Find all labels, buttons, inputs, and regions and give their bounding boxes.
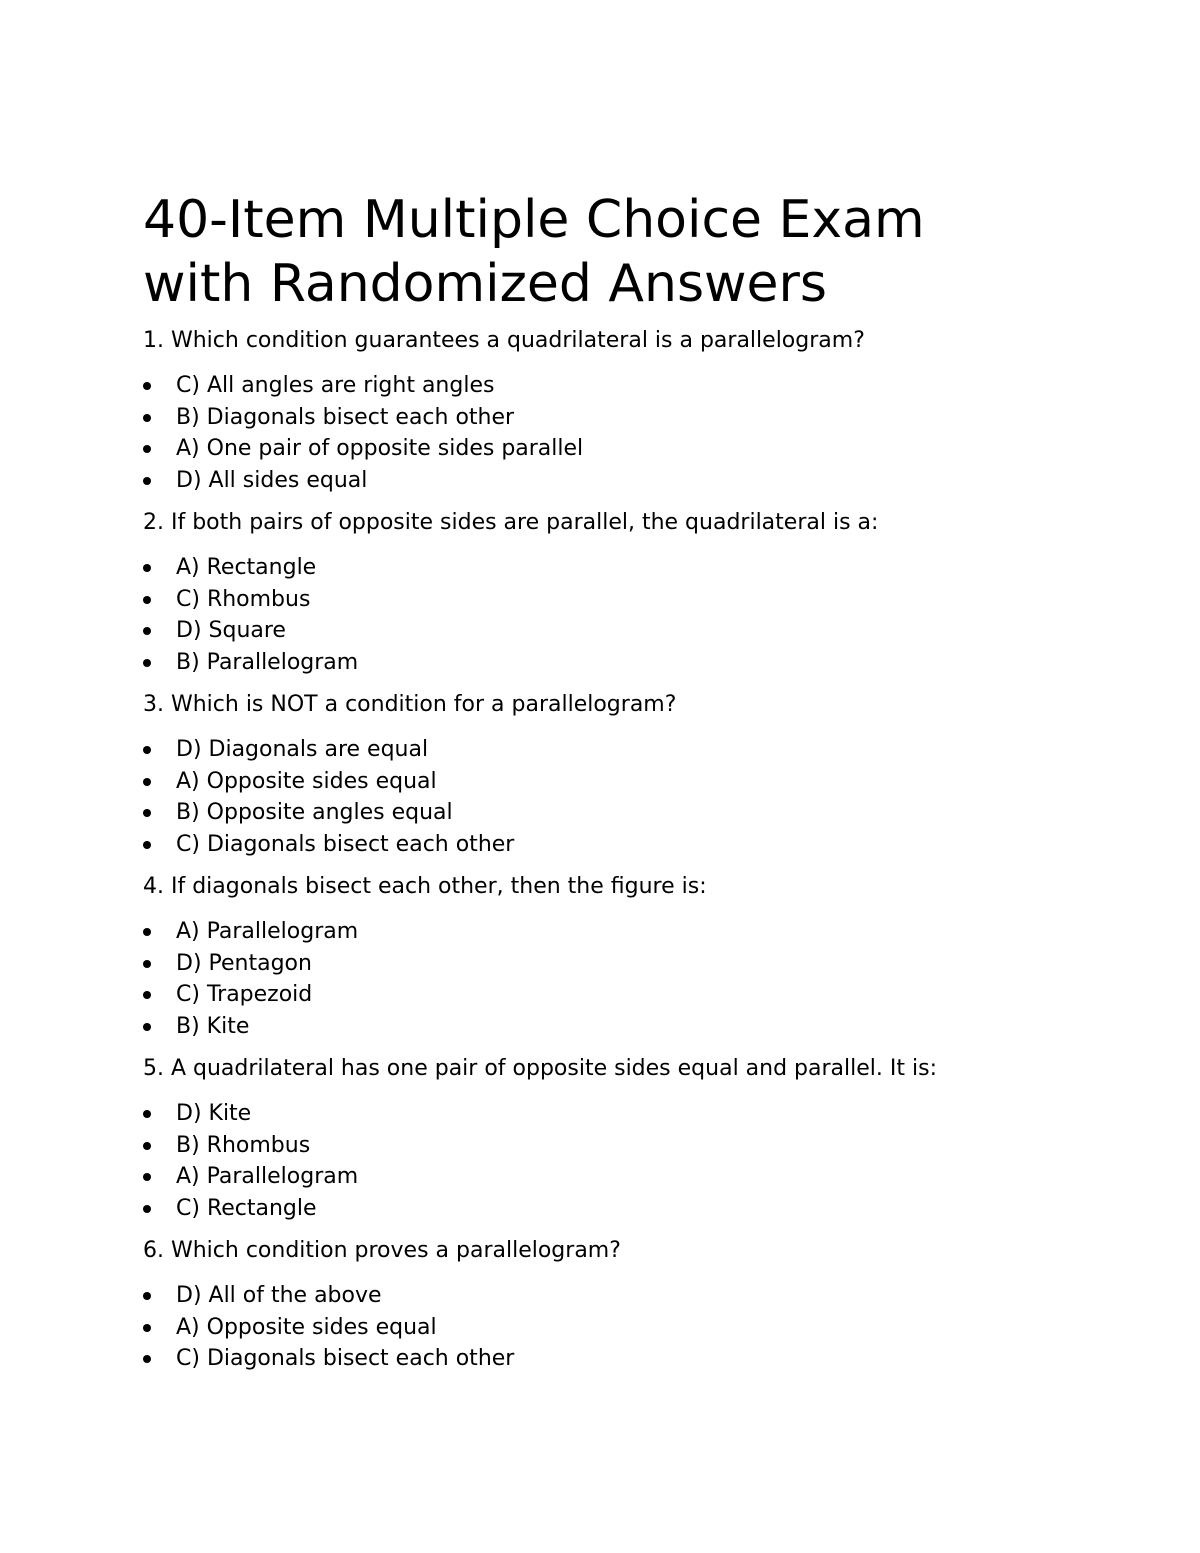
option-text: D) All sides equal	[176, 467, 368, 493]
option-text: A) Opposite sides equal	[176, 1314, 437, 1340]
bullet-icon	[143, 928, 151, 936]
bullet-icon	[143, 991, 151, 999]
bullet-icon	[143, 1023, 151, 1031]
title-line-2: with Randomized Answers	[143, 254, 828, 314]
bullet-icon	[143, 1292, 151, 1300]
option-text: C) All angles are right angles	[176, 373, 495, 398]
bullet-icon	[143, 659, 151, 667]
question-6-option-1	[143, 1280, 1103, 1312]
bullet-icon	[143, 1355, 151, 1363]
bullet-icon	[143, 1110, 151, 1118]
option-text: B) Diagonals bisect each other	[176, 404, 515, 430]
option-text: D) All of the above	[176, 1283, 382, 1308]
option-text: B) Opposite angles equal	[176, 800, 453, 825]
option-text: D) Square	[176, 618, 286, 643]
question-4-options	[143, 916, 1103, 1042]
option-text: C) Rectangle	[176, 1195, 317, 1221]
bullet-icon	[143, 445, 151, 453]
question-2-option-4	[143, 647, 1103, 679]
question-3-option-4	[143, 829, 1103, 861]
question-4-option-4	[143, 1011, 1103, 1043]
question-4-option-2	[143, 948, 1103, 980]
question-1-option-4	[143, 465, 1103, 497]
question-2-text: 2. If both pairs of opposite sides are parallel, the quadrilateral is a:	[143, 510, 879, 535]
question-1-option-1	[143, 370, 1103, 402]
option-text: D) Diagonals are equal	[176, 737, 429, 762]
bullet-icon	[143, 809, 151, 817]
option-text: B) Parallelogram	[176, 649, 359, 675]
question-1-options	[143, 370, 1103, 496]
question-1-option-2	[143, 402, 1103, 434]
question-6-option-3	[143, 1343, 1103, 1375]
question-4-option-3	[143, 979, 1103, 1011]
question-3-option-1	[143, 734, 1103, 766]
bullet-icon	[143, 382, 151, 390]
option-text: C) Rhombus	[176, 586, 311, 612]
question-5-text: 5. A quadrilateral has one pair of opposite sides equal and parallel. It is:	[143, 1056, 937, 1081]
document-title	[143, 188, 1103, 316]
question-3-options	[143, 734, 1103, 860]
bullet-icon	[143, 1173, 151, 1181]
bullet-icon	[143, 564, 151, 572]
question-3-option-3	[143, 797, 1103, 829]
question-5-option-4	[143, 1193, 1103, 1225]
option-text: A) Rectangle	[176, 555, 317, 580]
question-2-option-2	[143, 584, 1103, 616]
bullet-icon	[143, 746, 151, 754]
question-4-option-1	[143, 916, 1103, 948]
option-text: B) Kite	[176, 1013, 250, 1039]
title-line-1: 40-Item Multiple Choice Exam	[143, 190, 925, 250]
option-text: B) Rhombus	[176, 1132, 311, 1158]
question-5-option-2	[143, 1130, 1103, 1162]
option-text: C) Trapezoid	[176, 982, 313, 1007]
bullet-icon	[143, 1324, 151, 1332]
bullet-icon	[143, 960, 151, 968]
question-6-options	[143, 1280, 1103, 1375]
question-5-options	[143, 1098, 1103, 1224]
option-text: A) One pair of opposite sides parallel	[176, 436, 584, 461]
bullet-icon	[143, 627, 151, 635]
option-text: C) Diagonals bisect each other	[176, 1346, 515, 1371]
question-6-option-2	[143, 1312, 1103, 1344]
option-text: D) Kite	[176, 1101, 252, 1126]
option-text: A) Parallelogram	[176, 919, 359, 944]
question-2-option-3	[143, 615, 1103, 647]
question-5-option-1	[143, 1098, 1103, 1130]
bullet-icon	[143, 414, 151, 422]
question-4-text: 4. If diagonals bisect each other, then the figure is:	[143, 874, 707, 899]
bullet-icon	[143, 596, 151, 604]
question-6-text: 6. Which condition proves a parallelogram?	[143, 1238, 621, 1263]
question-3-text: 3. Which is NOT a condition for a parallelogram?	[143, 692, 677, 717]
bullet-icon	[143, 477, 151, 485]
question-1-text: 1. Which condition guarantees a quadrilateral is a parallelogram?	[143, 328, 865, 353]
question-3-option-2	[143, 766, 1103, 798]
question-2-option-1	[143, 552, 1103, 584]
bullet-icon	[143, 841, 151, 849]
bullet-icon	[143, 778, 151, 786]
bullet-icon	[143, 1142, 151, 1150]
option-text: A) Opposite sides equal	[176, 768, 437, 794]
document-page	[143, 188, 1103, 1387]
option-text: A) Parallelogram	[176, 1164, 359, 1189]
question-5-option-3	[143, 1161, 1103, 1193]
bullet-icon	[143, 1205, 151, 1213]
question-2-options	[143, 552, 1103, 678]
question-1-option-3	[143, 433, 1103, 465]
option-text: D) Pentagon	[176, 950, 312, 976]
option-text: C) Diagonals bisect each other	[176, 831, 515, 857]
